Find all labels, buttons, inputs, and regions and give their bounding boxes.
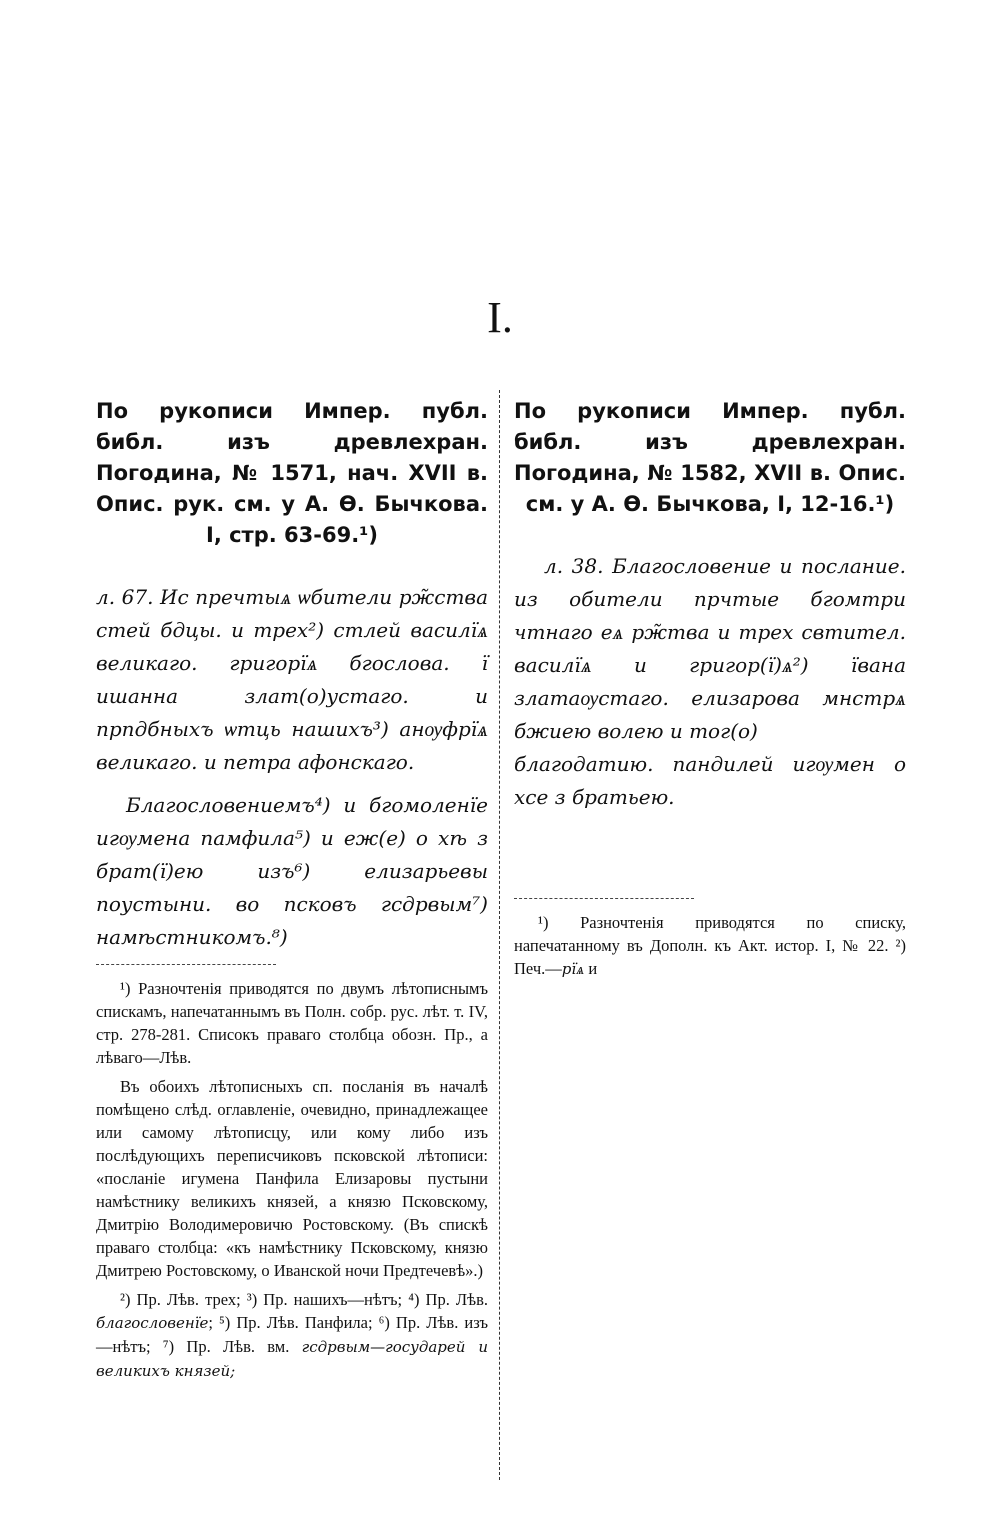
left-heading: По рукописи Импер. публ. библ. изъ древлехран. Погодина, № 1571, нач. XVII в. Опис. рук. см. у А. Ѳ. Бычкова. I, стр. 63-69.¹) [96,399,488,547]
left-footnote-1: ¹) Разночтенія приводятся по двумъ лѣтописнымъ спискамъ, напечатаннымъ въ Полн. собр. рус. лѣт. т. IV, стр. 278-281. Списокъ праваго столбца обозн. Пр., а лѣваго—Лѣв. [96,979,488,1067]
left-text-paragraph-1: л. 67. Ис пречтыѧ ѡбители рж̃ства стей бдцы. и трех²) стлей василїѧ великаго. григорїѧ бгослова. ї ишанна злат(о)устаго. и прпдбныхъ ѡтць нашихъ³) анѹфрїѧ великаго. и петра афонскаго. [96,585,488,774]
left-footnote-3-part-d: гсдрвым—государей и великихъ князей; [96,1338,489,1380]
left-column [96,396,488,1389]
right-footnotes [514,911,906,981]
page-numeral: I. [487,293,513,342]
left-text-paragraph-2: Благословениемъ⁴) и бгомоленїе игѹмена памфила⁵) и еж(е) о хѣ з брат(ї)ею изъ⁶) елизарьевы поустыни. во псковъ гсдрвым⁷) намѣстникомъ.⁸) [96,793,488,949]
right-footnote-1 [514,911,906,981]
right-text-paragraph-1: л. 38. Благословение и послание. из обители прчтые бгомтри чтнаго еѧ рж̃тва и трех свтител. василїѧ и григор(ї)ѧ²) ївана златаѹстаго. елизарова мнстрѧ бжиею волею и тог(о) [514,554,906,743]
right-main-text [514,550,906,814]
left-footnote-3-part-c: ; ⁵) Пр. Лѣв. Панфила; ⁶) Пр. Лѣв. изъ—нѣтъ; ⁷) Пр. Лѣв. вм. [96,1313,488,1356]
right-footnote-separator [514,898,694,899]
left-main-text [96,581,488,954]
right-footnote-1-part-a: ¹) Разночтенія приводятся по списку, напечатанному въ Дополн. къ Акт. истор. I, № 22. ²) Печ.— [514,913,906,978]
right-footnote-1-part-b: рїѧ [561,960,585,978]
left-footnote-2: Въ обоихъ лѣтописныхъ сп. посланія въ началѣ помѣщено слѣд. оглавленіе, очевидно, принадлежащее или самому лѣтописцу, или кому либо изъ послѣдующихъ переписчиковъ псковской лѣтописи: «посланіе игумена Панфила Елизаровы пустыни намѣстнику великихъ князей, а князю Псковскому, Дмитрію Володимеровичю Ростовскому. (Въ спискѣ праваго столбца: «къ намѣстнику Псковскому, князю Дмитрею Ростовскому, о Иванской ночи Предтечевѣ».) [96,1077,488,1280]
left-footnotes [96,977,488,1383]
left-footnote-separator [96,964,276,965]
right-text-paragraph-2: благодатию. пандилей игѹмен о хсе з братьею. [514,752,906,809]
column-divider [499,390,500,1480]
left-footnote-3-part-a: ²) Пр. Лѣв. трех; ³) Пр. нашихъ—нѣтъ; ⁴) Пр. Лѣв. [120,1290,488,1309]
right-column [514,396,906,987]
right-footnote-1-part-c: и [584,959,598,978]
right-heading: По рукописи Импер. публ. библ. изъ древлехран. Погодина, № 1582, XVII в. Опис. см. у А. Ѳ. Бычкова, I, 12-16.¹) [514,399,906,516]
left-footnote-3 [96,1288,488,1383]
left-footnote-3-part-b: благословенїе [96,1314,209,1332]
